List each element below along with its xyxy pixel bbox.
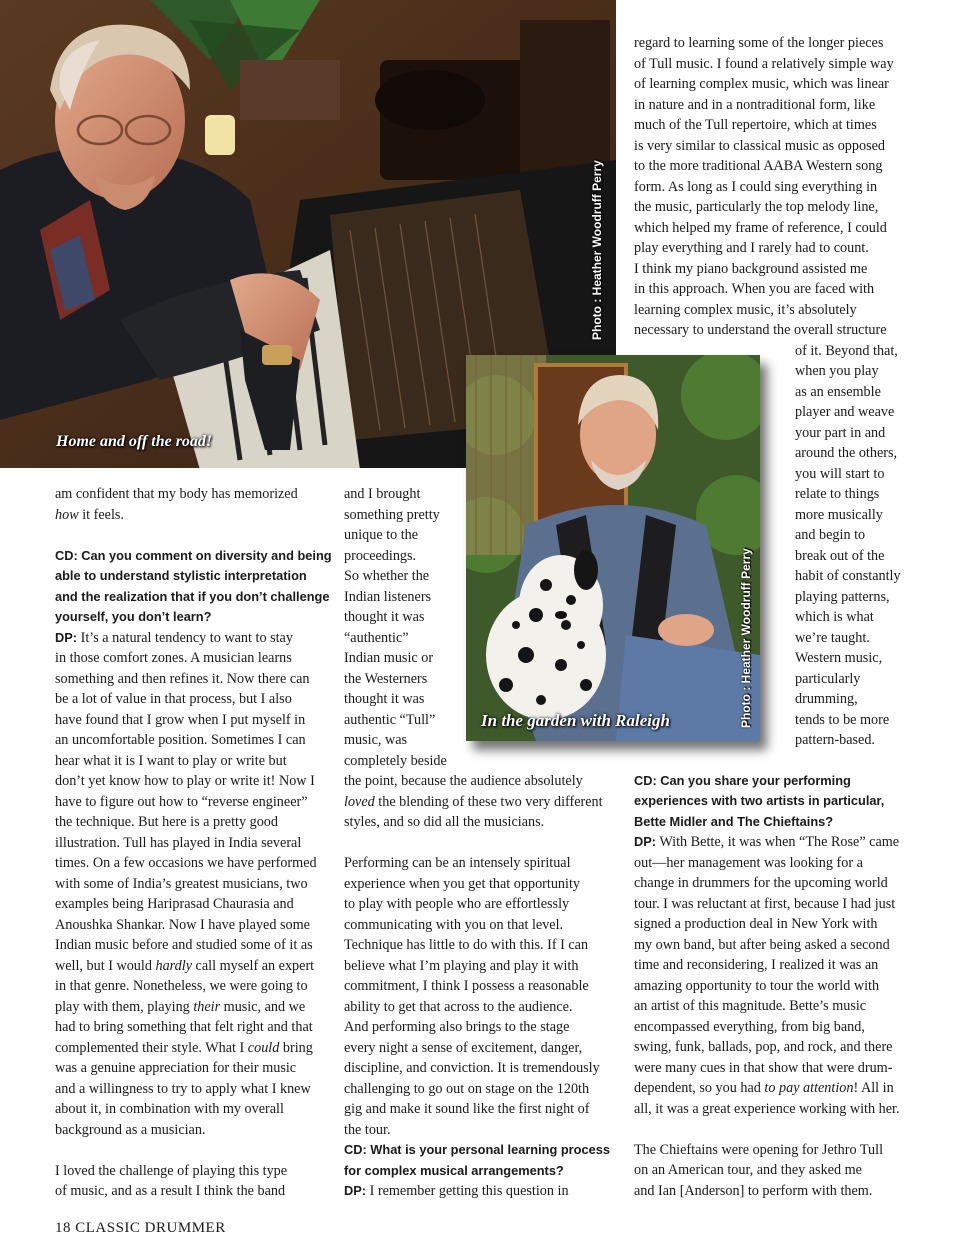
column-3	[634, 33, 914, 1201]
emphasis: hardly	[155, 957, 192, 974]
speaker-label: DP:	[634, 834, 657, 849]
text-line	[55, 997, 327, 1018]
text-line: every night a sense of excitement, danger,	[344, 1039, 583, 1056]
text-line: the Westerners	[344, 670, 428, 687]
paragraph	[634, 1140, 914, 1202]
text-line	[55, 505, 327, 526]
text-line: break out of the	[795, 547, 885, 564]
text-fragment: complemented their style. What I	[55, 1039, 248, 1056]
text-line: and Ian [Anderson] to perform with them.	[634, 1182, 873, 1199]
garden-photo-caption: In the garden with Raleigh	[481, 711, 670, 730]
text-line	[344, 792, 616, 813]
emphasis: their	[193, 998, 221, 1015]
text-line: experience when you get that opportunity	[344, 875, 580, 892]
text-line: unique to the	[344, 527, 419, 543]
text-line: Anoushka Shankar. Now I have played some	[55, 916, 310, 933]
text-line: you will start to	[795, 465, 885, 482]
question-1	[55, 546, 332, 628]
text-line: proceedings.	[344, 547, 417, 564]
text-line: and a willingness to try to apply what I knew	[55, 1080, 311, 1097]
text-line: drumming,	[795, 691, 858, 707]
speaker-label: DP:	[55, 629, 78, 645]
text-line: “authentic”	[344, 629, 409, 646]
emphasis: how	[55, 506, 79, 523]
page-footer	[55, 1220, 226, 1237]
text-line: the point, because the audience absolutely	[344, 773, 583, 789]
text-fragment: It’s a natural tendency to want to stay	[77, 629, 293, 646]
text-line: were many cues in that show that were drum-	[634, 1059, 893, 1076]
column-2	[344, 484, 616, 1202]
text-line: was a genuine appreciation for their music	[55, 1060, 297, 1076]
text-line: hear what it is I want to play or write but	[55, 752, 287, 769]
text-line: illustration. Tull has played in India several	[55, 834, 302, 851]
text-fragment: the blending of these two very different	[374, 793, 603, 810]
text-fragment: well, but I would	[55, 957, 156, 974]
paragraph	[55, 1161, 327, 1202]
text-line: is very similar to classical music as opposed	[634, 137, 885, 154]
paragraph	[55, 484, 327, 525]
text-line: have to figure out how to “reverse engineer”	[55, 793, 308, 810]
garden-photo-credit: Photo : Heather Woodruff Perry	[739, 548, 753, 728]
paragraph	[344, 484, 616, 833]
text-line: yourself, you don’t learn?	[55, 609, 212, 624]
text-line: your part in and	[795, 424, 886, 441]
text-line: ability to get that across to the audience.	[344, 998, 573, 1015]
text-line: in those comfort zones. A musician learns	[55, 650, 292, 666]
main-photo-credit: Photo : Heather Woodruff Perry	[590, 160, 604, 340]
emphasis: could	[247, 1039, 280, 1056]
text-line: Indian listeners	[344, 588, 432, 605]
text-line: CD: What is your personal learning process	[344, 1142, 610, 1157]
text-line: Bette Midler and The Chieftains?	[634, 813, 834, 829]
text-line: gig and make it sound like the first night of	[344, 1101, 590, 1117]
text-line: Indian music before and studied some of it as	[55, 937, 313, 953]
text-line: have found that I grow when I put myself in	[55, 711, 306, 728]
text-line: of music, and as a result I think the band	[55, 1183, 286, 1199]
text-line: Indian music or	[344, 650, 434, 666]
text-line: to the more traditional AABA Western song	[634, 158, 883, 174]
text-line: which is what	[795, 609, 874, 625]
speaker-label: DP:	[344, 1183, 367, 1198]
text-line: when you play	[795, 363, 879, 379]
text-line: discipline, and conviction. It is tremendously	[344, 1060, 600, 1076]
text-line: communicating with you on that level.	[344, 916, 564, 933]
text-line: the tour.	[344, 1121, 391, 1138]
text-line: the technique. But here is a pretty good	[55, 814, 278, 830]
text-line: of it. Beyond that,	[795, 342, 898, 359]
text-line: around the others,	[795, 445, 898, 461]
magazine-name: CLASSIC DRUMMER	[75, 1220, 226, 1236]
question-2	[344, 1140, 616, 1181]
text-line: I think my piano background assisted me	[634, 260, 868, 277]
main-photo-caption: Home and off the road!	[56, 433, 213, 450]
text-line: we’re taught.	[795, 629, 870, 646]
text-line: styles, and so did all the musicians.	[344, 814, 545, 830]
text-line: thought it was	[344, 609, 425, 625]
text-line: and the realization that if you don’t challenge	[55, 588, 330, 604]
text-line: my own band, but after being asked a second	[634, 936, 890, 953]
text-line: CD: Can you comment on diversity and being	[55, 547, 332, 563]
text-line: challenging to go out on stage on the 120th	[344, 1080, 590, 1097]
text-line: and I brought	[344, 486, 421, 502]
text-line: necessary to understand the overall structure	[634, 322, 887, 338]
text-line: learning complex music, it’s absolutely	[634, 301, 857, 318]
text-line: time and reconsidering, I realized it was an	[634, 957, 879, 973]
text-line: swing, funk, ballads, pop, and rock, and there	[634, 1039, 893, 1055]
text-fragment: ! All in	[853, 1080, 894, 1096]
text-line	[634, 1078, 914, 1099]
text-line: tour. I was reluctant at first, because I had just	[634, 895, 896, 912]
text-line: of learning complex music, which was linear	[634, 76, 889, 92]
text-line: playing patterns,	[795, 588, 890, 605]
text-fragment: call myself an expert	[192, 957, 315, 974]
text-line: times. On a few occasions we have performed	[55, 855, 317, 871]
paragraph-narrow	[634, 341, 914, 751]
text-line: Technique has little to do with this. If I can	[344, 937, 589, 953]
text-line: encompassed everything, from big band,	[634, 1018, 865, 1035]
text-line: change in drummers for the upcoming world	[634, 875, 888, 891]
text-line: on an American tour, and they asked me	[634, 1162, 862, 1178]
text-line: Western music,	[795, 650, 883, 666]
text-line: an uncomfortable position. Sometimes I can	[55, 732, 306, 748]
text-line: of Tull music. I found a relatively simple way	[634, 55, 894, 72]
text-line: had to bring something that felt right and that	[55, 1019, 313, 1035]
text-fragment: play with them, playing	[55, 998, 194, 1015]
text-line: amazing opportunity to tour the world with	[634, 977, 880, 994]
text-line: the music, particularly the top melody line,	[634, 199, 879, 215]
text-line: pattern-based.	[795, 732, 875, 748]
text-line: experiences with two artists in particular,	[634, 793, 885, 808]
text-line: believe what I’m playing and play it with	[344, 957, 579, 974]
answer-2	[344, 1181, 616, 1202]
text-line	[344, 1181, 616, 1202]
text-line: all, it was a great experience working with her.	[634, 1100, 900, 1117]
text-line: in that genre. Nonetheless, we were going to	[55, 978, 308, 994]
text-line: I loved the challenge of playing this type	[55, 1162, 288, 1179]
text-line	[55, 956, 327, 977]
text-line: examples being Hariprasad Chaurasia and	[55, 896, 294, 912]
text-line: authentic “Tull”	[344, 711, 436, 728]
page-number: 18	[55, 1220, 71, 1236]
text-line: in this approach. When you are faced with	[634, 281, 875, 297]
text-line: for complex musical arrangements?	[344, 1162, 564, 1178]
text-line: tends to be more	[795, 711, 890, 728]
text-fragment: bring	[279, 1039, 313, 1056]
paragraph	[344, 853, 616, 1140]
text-line: an artist of this magnitude. Bette’s music	[634, 998, 867, 1014]
text-line: am confident that my body has memorized	[55, 486, 298, 502]
question-3	[634, 771, 914, 833]
answer-1	[55, 628, 327, 1141]
text-line	[634, 832, 914, 853]
text-line: So whether the	[344, 568, 430, 584]
text-line: music, was	[344, 732, 408, 748]
text-line: something pretty	[344, 506, 440, 523]
text-line: to play with people who are effortlessly	[344, 896, 570, 912]
text-line: thought it was	[344, 691, 425, 707]
text-line: something and then refines it. Now there can	[55, 670, 310, 687]
text-line: more musically	[795, 506, 883, 523]
text-line: completely beside	[344, 752, 447, 769]
text-line: with some of India’s greatest musicians, two	[55, 875, 308, 892]
text-line: relate to things	[795, 486, 880, 502]
answer-3	[634, 832, 914, 1119]
column-1	[55, 484, 332, 1202]
text-line	[55, 1038, 327, 1059]
text-line: Performing can be an intensely spiritual	[344, 855, 571, 871]
emphasis: loved	[344, 793, 375, 810]
text-line: as an ensemble	[795, 383, 881, 400]
text-line: The Chieftains were opening for Jethro Tull	[634, 1141, 884, 1158]
text-line: commitment, I think I possess a reasonable	[344, 978, 589, 994]
text-line: player and weave	[795, 404, 895, 420]
text-line: out—her management was looking for a	[634, 854, 863, 871]
text-line	[55, 628, 327, 649]
text-line: be a lot of value in that process, but I also	[55, 691, 292, 707]
text-line: particularly	[795, 670, 861, 687]
text-line: signed a production deal in New York with	[634, 916, 878, 932]
text-line: habit of constantly	[795, 568, 901, 584]
text-fragment: dependent, so you had	[634, 1080, 765, 1096]
text-fragment: music, and we	[220, 998, 306, 1015]
text-line: much of the Tull repertoire, which at times	[634, 117, 877, 133]
text-fragment: With Bette, it was when “The Rose” came	[656, 834, 900, 850]
text-line: form. As long as I could sing everything in	[634, 178, 878, 195]
text-fragment: it feels.	[78, 506, 124, 523]
paragraph	[634, 33, 914, 341]
text-line: play everything and I rarely had to count.	[634, 240, 869, 256]
text-line: And performing also brings to the stage	[344, 1019, 570, 1035]
text-fragment: I remember getting this question in	[366, 1183, 569, 1199]
text-line: regard to learning some of the longer pieces	[634, 35, 884, 51]
text-line: background as a musician.	[55, 1121, 206, 1138]
text-line: which helped my frame of reference, I could	[634, 219, 887, 236]
text-line: about it, in combination with my overall	[55, 1101, 284, 1117]
text-line: and begin to	[795, 527, 866, 543]
emphasis: to pay attention	[764, 1080, 854, 1096]
text-line: in nature and in a nontraditional form, like	[634, 96, 876, 113]
text-line: able to understand stylistic interpretation	[55, 568, 307, 583]
text-line: don’t yet know how to play or write it! Now I	[55, 773, 315, 789]
text-line: CD: Can you share your performing	[634, 772, 851, 788]
